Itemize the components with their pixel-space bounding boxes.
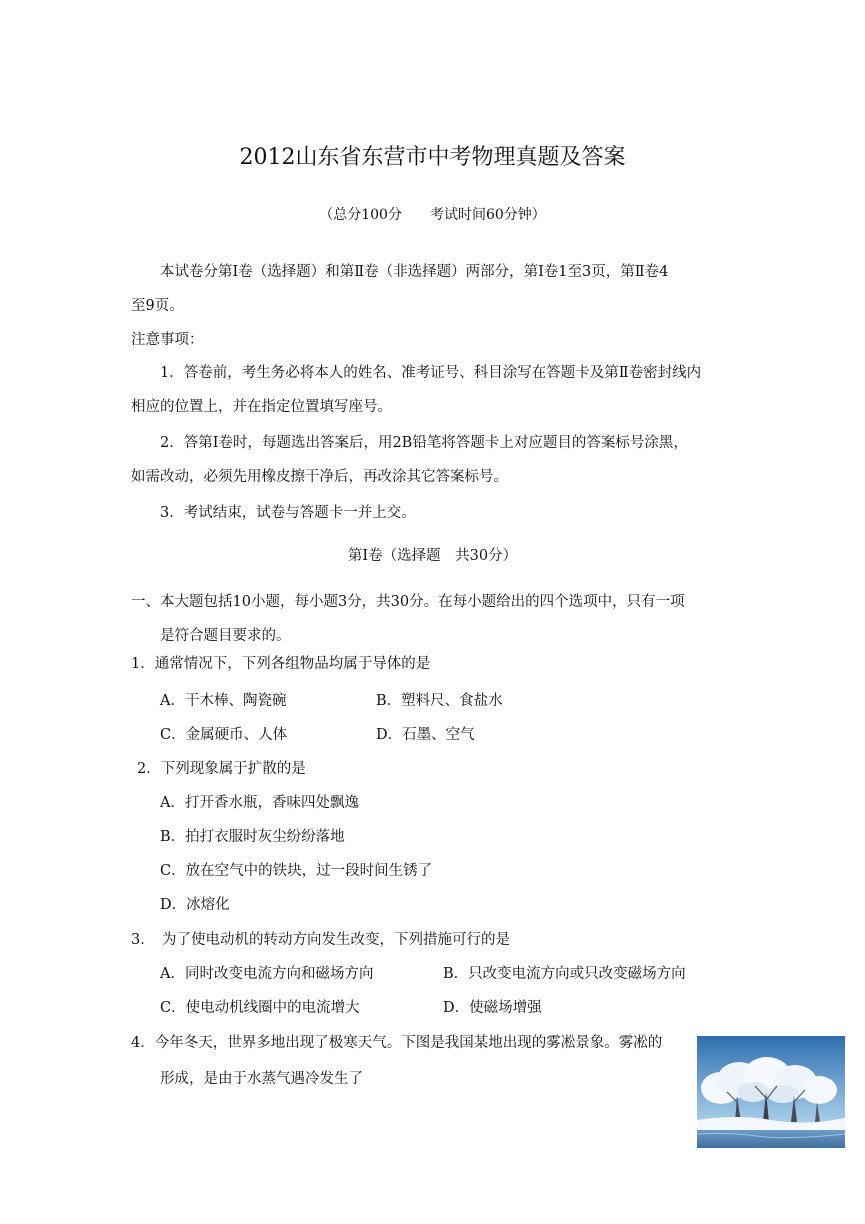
page-title: 2012山东省东营市中考物理真题及答案 [239, 145, 626, 170]
question-1-option-c: C．金属硬币、人体 [160, 727, 288, 743]
section-instruction-line-1: 一、本大题包括10小题，每小题3分，共30分。在每小题给出的四个选项中，只有一项 [131, 594, 685, 610]
notes-heading: 注意事项： [131, 332, 204, 348]
intro-line-2: 至9页。 [131, 298, 184, 314]
question-2-option-b: B．拍打衣服时灰尘纷纷落地 [160, 829, 345, 845]
intro-line-1: 本试卷分第Ⅰ卷（选择题）和第Ⅱ卷（非选择题）两部分，第Ⅰ卷1至3页，第Ⅱ卷4 [160, 264, 669, 280]
question-3-option-d: D．使磁场增强 [443, 1000, 542, 1016]
note-2-line-2: 如需改动，必须先用橡皮擦干净后，再改涂其它答案标号。 [131, 469, 508, 485]
exam-subtitle: （总分100分 考试时间60分钟） [319, 207, 546, 223]
note-3: 3．考试结束，试卷与答题卡一并上交。 [160, 505, 416, 521]
note-1-line-1: 1．答卷前，考生务必将本人的姓名、准考证号、科目涂写在答题卡及第Ⅱ卷密封线内 [160, 365, 702, 381]
question-1-stem: 1．通常情况下，下列各组物品均属于导体的是 [131, 656, 431, 672]
question-2-option-c: C．放在空气中的铁块，过一段时间生锈了 [160, 863, 433, 879]
question-3-option-a: A．同时改变电流方向和磁场方向 [160, 966, 374, 982]
question-4-stem-line-2: 形成，是由于水蒸气遇冷发生了 [160, 1071, 363, 1087]
question-2-stem: 2．下列现象属于扩散的是 [137, 761, 306, 777]
question-4-stem-line-1: 4．今年冬天，世界多地出现了极寒天气。下图是我国某地出现的雾凇景象。雾凇的 [131, 1035, 663, 1051]
note-2-line-1: 2．答第Ⅰ卷时，每题选出答案后，用2B铅笔将答题卡上对应题目的答案标号涂黑， [160, 435, 688, 451]
question-1-option-b: B．塑料尺、食盐水 [376, 693, 503, 709]
question-3-stem: 3． 为了使电动机的转动方向发生改变，下列措施可行的是 [131, 932, 510, 948]
section-heading: 第Ⅰ卷（选择题 共30分） [347, 548, 518, 564]
question-3-option-c: C．使电动机线圈中的电流增大 [160, 1000, 360, 1016]
note-1-line-2: 相应的位置上，并在指定位置填写座号。 [131, 399, 392, 415]
question-2-option-d: D．冰熔化 [160, 897, 230, 913]
question-1-option-d: D．石墨、空气 [376, 727, 475, 743]
question-1-option-a: A．干木棒、陶瓷碗 [160, 693, 287, 709]
rime-frost-photo [697, 1036, 845, 1148]
question-2-option-a: A．打开香水瓶，香味四处飘逸 [160, 795, 359, 811]
section-instruction-line-2: 是符合题目要求的。 [160, 628, 291, 644]
question-3-option-b: B．只改变电流方向或只改变磁场方向 [443, 966, 686, 982]
river [697, 1130, 845, 1148]
